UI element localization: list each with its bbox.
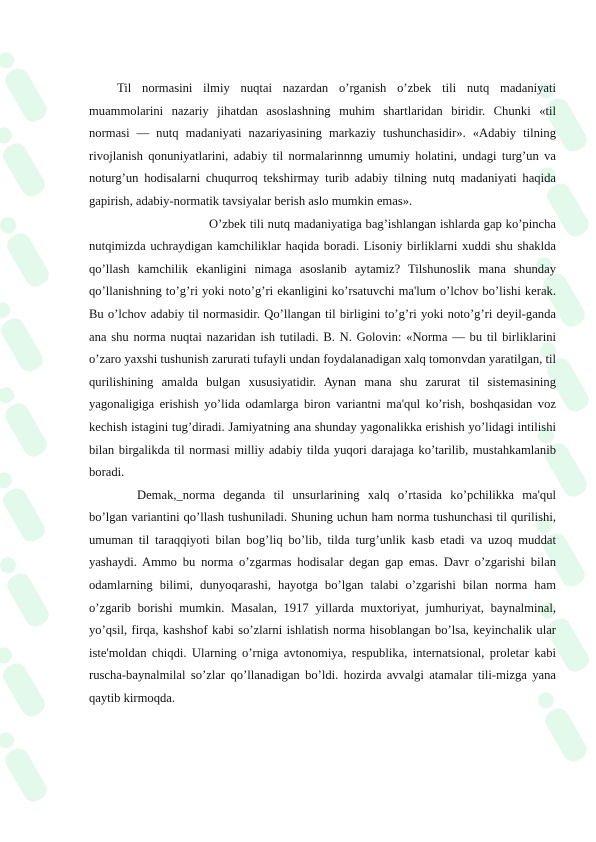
document-body [89,77,556,710]
paragraph-3: Demak,_norma deganda til unsurlarining xalq o’rtasida ko’pchilikka ma'qul bo’lgan variantini qo’llash tushuniladi. Shuning uchun ham norma tushunchasi til qurilishi, umuman til taraqqiyoti bilan bog’liq bo’lib, tilda turg’unlik kasb etadi va uzoq muddat yashaydi. Ammo bu norma o’zgarmas hodisalar degan gap emas. Davr o’zgarishi bilan odamlarning bilimi, dunyoqarashi, hayotga bo’lgan talabi o’zgarishi bilan norma ham o’zgarib borishi mumkin. Masalan, 1917 yillarda muxtoriyat, jumhuriyat, baynalminal, yo’qsil, firqa, kashshof kabi so’zlarni ishlatish norma hisoblangan bo’lsa, keyinchalik ular iste'moldan chiqdi. Ularning o’rniga avtonomiya, respublika, internatsional, proletar kabi ruscha-baynalmilal so’zlar qo’llanadigan bo’ldi. hozirda avvalgi atamalar tili-mizga yana qaytib kirmoqda. [89,487,556,706]
watermark-left-mark [0,47,50,125]
watermark-left-column [0,47,52,805]
watermark-left-mark [0,467,48,545]
watermark-left-mark [0,297,46,375]
watermark-left-mark [0,727,50,805]
watermark-left-mark [0,122,48,200]
watermark-left-mark [0,642,48,720]
paragraph-1: Til normasini ilmiy nuqtai nazardan o’rganish o’zbek tili nutq madaniyati muammolarini nazariy jihatdan asoslashning muhim shartlaridan biridir. Chunki «til normasi — nutq madaniyati nazariyasining markaziy tushunchasidir». «Adabiy tilning rivojlanish qonuniyatlarini, adabiy til normalarinnng umumiy holatini, undagi turg’un va noturg’un hodisalarni chuqurroq tekshirmay turib adabiy tilning nutq madaniyati haqida gapirish, adabiy-normatik tavsiyalar berish aslo mumkin emas». [89,81,556,208]
watermark-left-mark [0,382,50,460]
watermark-left-mark [0,552,52,630]
watermark-left-mark [0,212,52,290]
paragraph-2: O’zbek tili nutq madaniyatiga bag’ishlangan ishlarda gap ko’pincha nutqimizda uchraydigan kamchiliklar haqida boradi. Lisoniy birliklarni xuddi shu shaklda qo’llash kamchilik ekanligini nimaga asoslanib aytamiz? Tilshunoslik mana shunday qo’llanishning to’g’ri yoki noto’g’ri ekanligini ko’rsatuvchi ma'lum o’lchov bo’lishi kerak. Bu o’lchov adabiy til normasidir. Qo’llangan til birligini to’g’ri yoki noto’g’ri deyil-ganda ana shu norma nuqtai nazaridan ish tutiladi. B. N. Golovin: «Norma — bu til birliklarini o’zaro yaxshi tushunish zarurati tufayli undan foydalanadigan xalq tomonvdan yaratilgan, til qurilishining amalda bulgan xususiyatidir. Aynan mana shu zarurat til sistemasining yagonaligiga erishish yo’lida odamlarga biron variantni ma'qul ko’rish, boshqasidan voz kechish istagini tug’diradi. Jamiyatning ana shunday yagonalikka erishish yo’lidagi intilishi bilan birgalikda til normasi milliy adabiy tilda yuqori darajaga ko’tarilib, mustahkamlanib boradi. [89,216,556,480]
